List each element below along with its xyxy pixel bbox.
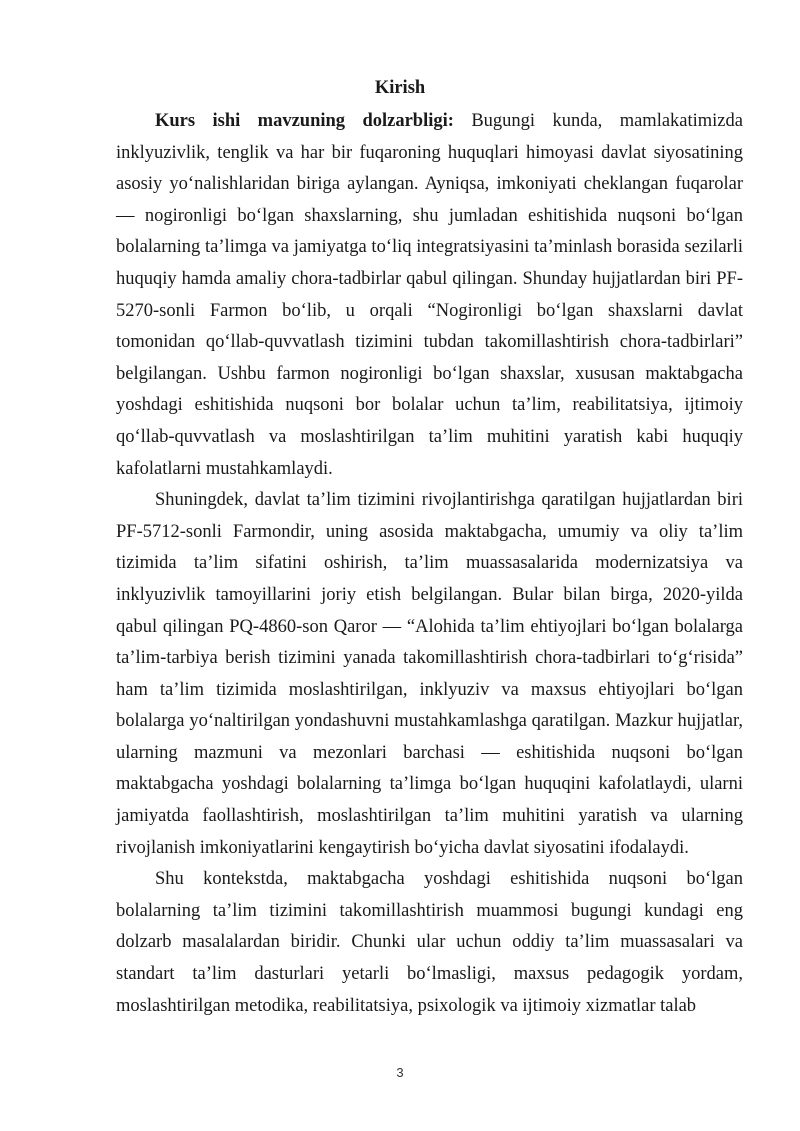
paragraph-text: Bugungi kunda, mamlakatimizda inklyuzivlik, tenglik va har bir fuqaroning huquqlari himoyasi davlat siyosatining asosiy yo‘nalishlaridan biriga aylangan. Ayniqsa, imkoniyati cheklangan fuqarolar — nogironligi bo‘lgan shaxslarning, shu jumladan eshitishida nuqsoni bo‘lgan bolalarning ta’limga va jamiyatga to‘liq integratsiyasini ta’minlash borasida sezilarli huquqiy hamda amaliy chora-tadbirlar qabul qilingan. Shunday hujjatlardan biri PF-5270-sonli Farmon bo‘lib, u orqali “Nogironligi bo‘lgan shaxslarni davlat tomonidan qo‘llab-quvvatlash tizimini tubdan takomillashtirish chora-tadbirlari” belgilangan. Ushbu farmon nogironligi bo‘lgan shaxslar, xususan maktabgacha yoshdagi eshitishida nuqsoni bor bolalar uchun ta’lim, reabilitatsiya, ijtimoiy qo‘llab-quvvatlash va moslashtirilgan ta’lim muhitini yaratish kabi huquqiy kafolatlarni mustahkamlaydi. bbox=[116, 111, 743, 479]
paragraph-lead: Kurs ishi mavzuning dolzarbligi: bbox=[155, 111, 454, 131]
body-text bbox=[116, 106, 743, 1022]
paragraph-3: Shu kontekstda, maktabgacha yoshdagi eshitishida nuqsoni bo‘lgan bolalarning ta’lim tizimini takomillashtirish muammosi bugungi kundagi eng dolzarb masalalardan biridir. Chunki ular uchun oddiy ta’lim muassasalari va standart ta’lim dasturlari yetarli bo‘lmasligi, maxsus pedagogik yordam, moslashtirilgan metodika, reabilitatsiya, psixologik va ijtimoiy xizmatlar talab bbox=[116, 869, 743, 1016]
section-heading: Kirish bbox=[374, 78, 426, 98]
paragraph-1 bbox=[116, 106, 743, 485]
paragraph-2: Shuningdek, davlat ta’lim tizimini rivojlantirishga qaratilgan hujjatlardan biri PF-5712-sonli Farmondir, uning asosida maktabgacha, umumiy va oliy ta’lim tizimida ta’lim sifatini oshirish, ta’lim muassasalarida modernizatsiya va inklyuzivlik tamoyillarini joriy etish belgilangan. Bular bilan birga, 2020-yilda qabul qilingan PQ-4860-son Qaror — “Alohida ta’lim ehtiyojlari bo‘lgan bolalarga ta’lim-tarbiya berish tizimini yanada takomillashtirish chora-tadbirlari to‘g‘risida” ham ta’lim tizimida moslashtirilgan, inklyuziv va maxsus ehtiyojlari bo‘lgan bolalarga yo‘naltirilgan yondashuvni mustahkamlashga qaratilgan. Mazkur hujjatlar, ularning mazmuni va mezonlari barchasi — eshitishida nuqsoni bo‘lgan maktabgacha yoshdagi bolalarning ta’limga bo‘lgan huquqini kafolatlaydi, ularni jamiyatda faollashtirish, moslashtirilgan ta’lim muhitini yaratish va ularning rivojlanish imkoniyatlarini kengaytirish bo‘yicha davlat siyosatini ifodalaydi. bbox=[116, 490, 743, 858]
page-number: 3 bbox=[396, 1065, 404, 1080]
